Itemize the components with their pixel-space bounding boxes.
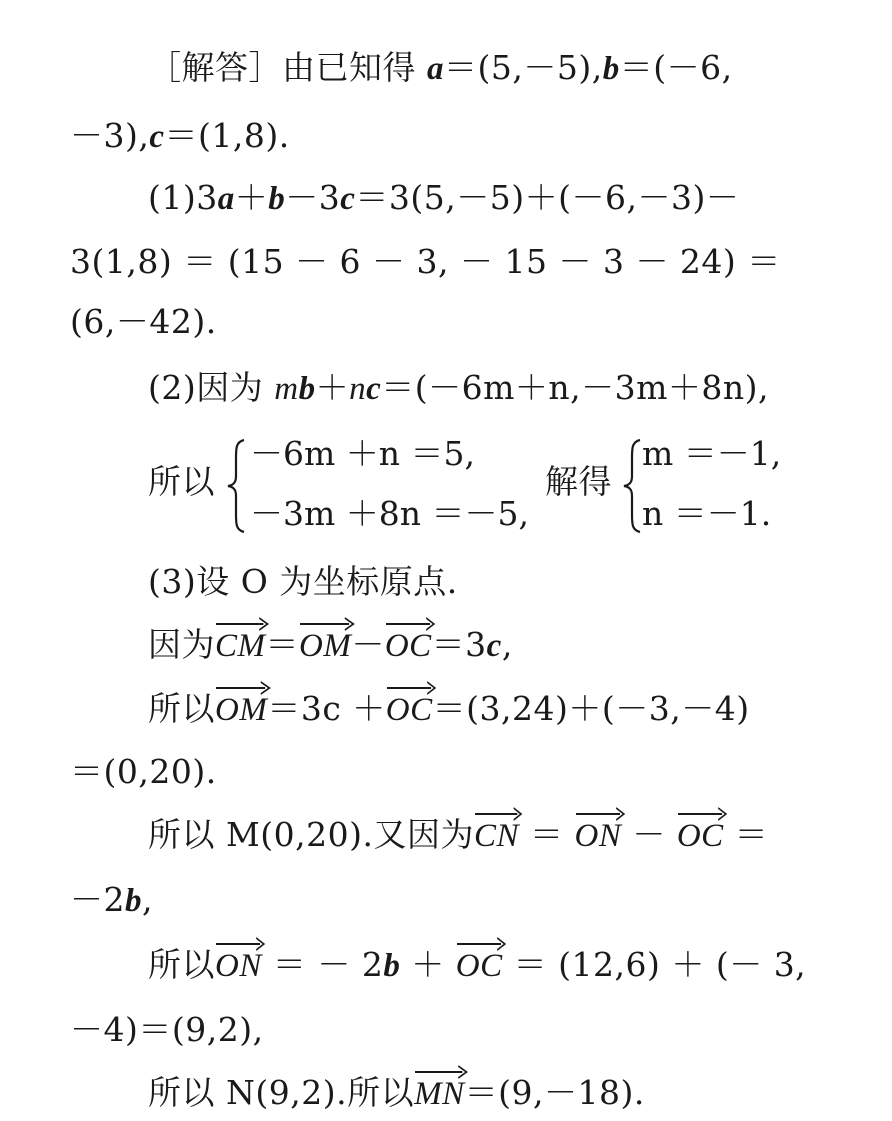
part3-intro: (3)设 O 为坐标原点. xyxy=(148,562,458,601)
plus-sign: ＋ xyxy=(400,945,456,984)
vector-arrow-icon xyxy=(386,617,434,631)
part2-line-1 xyxy=(148,368,769,409)
part1-result: (6,－42). xyxy=(70,302,217,341)
vector-MN xyxy=(414,1072,465,1114)
so-text: 所以 xyxy=(148,689,215,728)
vector-arrow-icon xyxy=(387,681,435,695)
equals-three: ＝3 xyxy=(431,625,487,664)
mn-result: ＝(9,－18). xyxy=(464,1073,645,1112)
equals-sign: ＝ xyxy=(519,815,575,854)
var-n: n xyxy=(349,371,367,407)
vector-OC xyxy=(456,944,503,986)
vector-arrow-icon xyxy=(475,807,521,821)
part3-line-4 xyxy=(70,752,217,792)
solution-n xyxy=(642,494,771,534)
vector-b-value-cont: －3), xyxy=(70,116,150,155)
comma: , xyxy=(142,880,153,919)
equation-1-text: －6m ＋n ＝5, xyxy=(250,434,476,473)
vector-c-value: ＝(1,8). xyxy=(164,116,290,155)
expression-minus-2: ＝ － 2 xyxy=(261,945,384,984)
minus-two: －2 xyxy=(70,880,125,919)
vector-OC xyxy=(677,814,724,856)
intro-line-1 xyxy=(148,48,733,89)
left-brace-2 xyxy=(622,438,644,534)
vector-b: b xyxy=(383,948,401,984)
vector-a-value: ＝(5,－5), xyxy=(444,48,603,87)
answer-label: ［解答］ xyxy=(148,48,282,87)
vector-OM-label: OM xyxy=(299,628,352,664)
vector-ON-label: ON xyxy=(574,818,622,854)
minus-three: －3 xyxy=(285,178,341,217)
vector-arrow-icon xyxy=(216,937,264,951)
vector-b: b xyxy=(268,181,286,217)
vector-arrow-icon xyxy=(300,617,353,631)
so-text: 所以 xyxy=(148,945,215,984)
on-computation: ＝ (12,6) ＋ (－ 3, xyxy=(502,945,807,984)
part1-computation: 3(1,8) ＝ (15 － 6 － 3, － 15 － 3 － 24) ＝ xyxy=(70,242,781,281)
plus-sign: ＋ xyxy=(315,368,350,407)
on-result: －4)＝(9,2), xyxy=(70,1010,264,1049)
vector-arrow-icon xyxy=(216,681,269,695)
minus-sign: － xyxy=(621,815,677,854)
part1-prefix: (1)3 xyxy=(148,178,218,217)
equation-2 xyxy=(250,494,529,534)
vector-OC-label: OC xyxy=(384,628,432,664)
vector-a: a xyxy=(427,51,444,87)
equals-sign: ＝ xyxy=(723,815,769,854)
solve-text: 解得 xyxy=(545,462,612,501)
because-text: 因为 xyxy=(148,625,215,664)
var-m: m xyxy=(274,371,299,407)
equals-sign: ＝ xyxy=(265,625,299,664)
point-M-text: 所以 M(0,20).又因为 xyxy=(148,815,474,854)
vector-arrow-icon xyxy=(415,1065,467,1079)
part1-line-2 xyxy=(70,242,781,282)
expression-3c: ＝3c ＋ xyxy=(267,689,386,728)
vector-OC-label: OC xyxy=(676,818,724,854)
vector-OC xyxy=(386,688,433,730)
comma: , xyxy=(501,625,513,664)
vector-OC-label: OC xyxy=(385,692,433,728)
vector-arrow-icon xyxy=(457,937,505,951)
vector-ON xyxy=(215,944,262,986)
solution-m-text: m ＝－1, xyxy=(642,434,782,473)
point-N-text: 所以 N(9,2).所以 xyxy=(148,1073,415,1112)
vector-c: c xyxy=(366,371,382,407)
solution-n-text: n ＝－1. xyxy=(642,494,772,533)
vector-CM xyxy=(215,624,266,666)
equation-1 xyxy=(250,434,475,474)
vector-c: c xyxy=(149,119,165,155)
part2-expression: ＝(－6m＋n,－3m＋8n), xyxy=(381,368,770,407)
vector-CN xyxy=(474,814,519,856)
vector-CN-label: CN xyxy=(474,818,520,854)
part3-line-7 xyxy=(148,944,806,986)
part1-expression: ＝3(5,－5)＋(－6,－3)－ xyxy=(355,178,740,217)
vector-OM xyxy=(299,624,351,666)
part3-line-5 xyxy=(148,814,768,856)
vector-arrow-icon xyxy=(678,807,726,821)
solution-m xyxy=(642,434,781,474)
part3-line-9 xyxy=(148,1072,645,1114)
intro-line-2 xyxy=(70,116,290,157)
vector-ON-label: ON xyxy=(215,948,262,984)
part2-prefix: (2)因为 xyxy=(148,368,275,407)
left-brace-1 xyxy=(226,438,248,534)
part3-line-3 xyxy=(148,688,750,730)
vector-c: c xyxy=(486,628,502,664)
part3-line-1 xyxy=(148,562,458,602)
vector-b: b xyxy=(602,51,620,87)
vector-OM xyxy=(215,688,267,730)
vector-ON xyxy=(575,814,622,856)
solve-label xyxy=(545,462,612,502)
vector-OC-label: OC xyxy=(455,948,503,984)
vector-b-value: ＝(－6, xyxy=(619,48,733,87)
vector-arrow-icon xyxy=(576,807,624,821)
om-result: ＝(0,20). xyxy=(70,752,217,791)
part3-line-8 xyxy=(70,1010,264,1050)
vector-MN-label: MN xyxy=(414,1076,465,1112)
vector-a: a xyxy=(217,181,235,217)
so-text: 所以 xyxy=(148,462,215,501)
vector-arrow-icon xyxy=(216,617,268,631)
intro-text: 由已知得 xyxy=(282,48,427,87)
part3-line-2 xyxy=(148,624,513,666)
part2-so-label xyxy=(148,462,215,502)
plus-sign: ＋ xyxy=(234,178,269,217)
vector-CM-label: CM xyxy=(215,628,266,664)
vector-OM-label: OM xyxy=(215,692,268,728)
vector-b: b xyxy=(125,883,142,919)
part1-line-1 xyxy=(148,178,739,219)
om-computation: ＝(3,24)＋(－3,－4) xyxy=(432,689,750,728)
part1-line-3 xyxy=(70,302,217,342)
minus-sign: － xyxy=(351,625,385,664)
vector-OC xyxy=(385,624,432,666)
vector-b: b xyxy=(298,371,316,407)
part3-line-6 xyxy=(70,880,153,921)
vector-c: c xyxy=(340,181,356,217)
equation-2-text: －3m ＋8n ＝－5, xyxy=(250,494,530,533)
